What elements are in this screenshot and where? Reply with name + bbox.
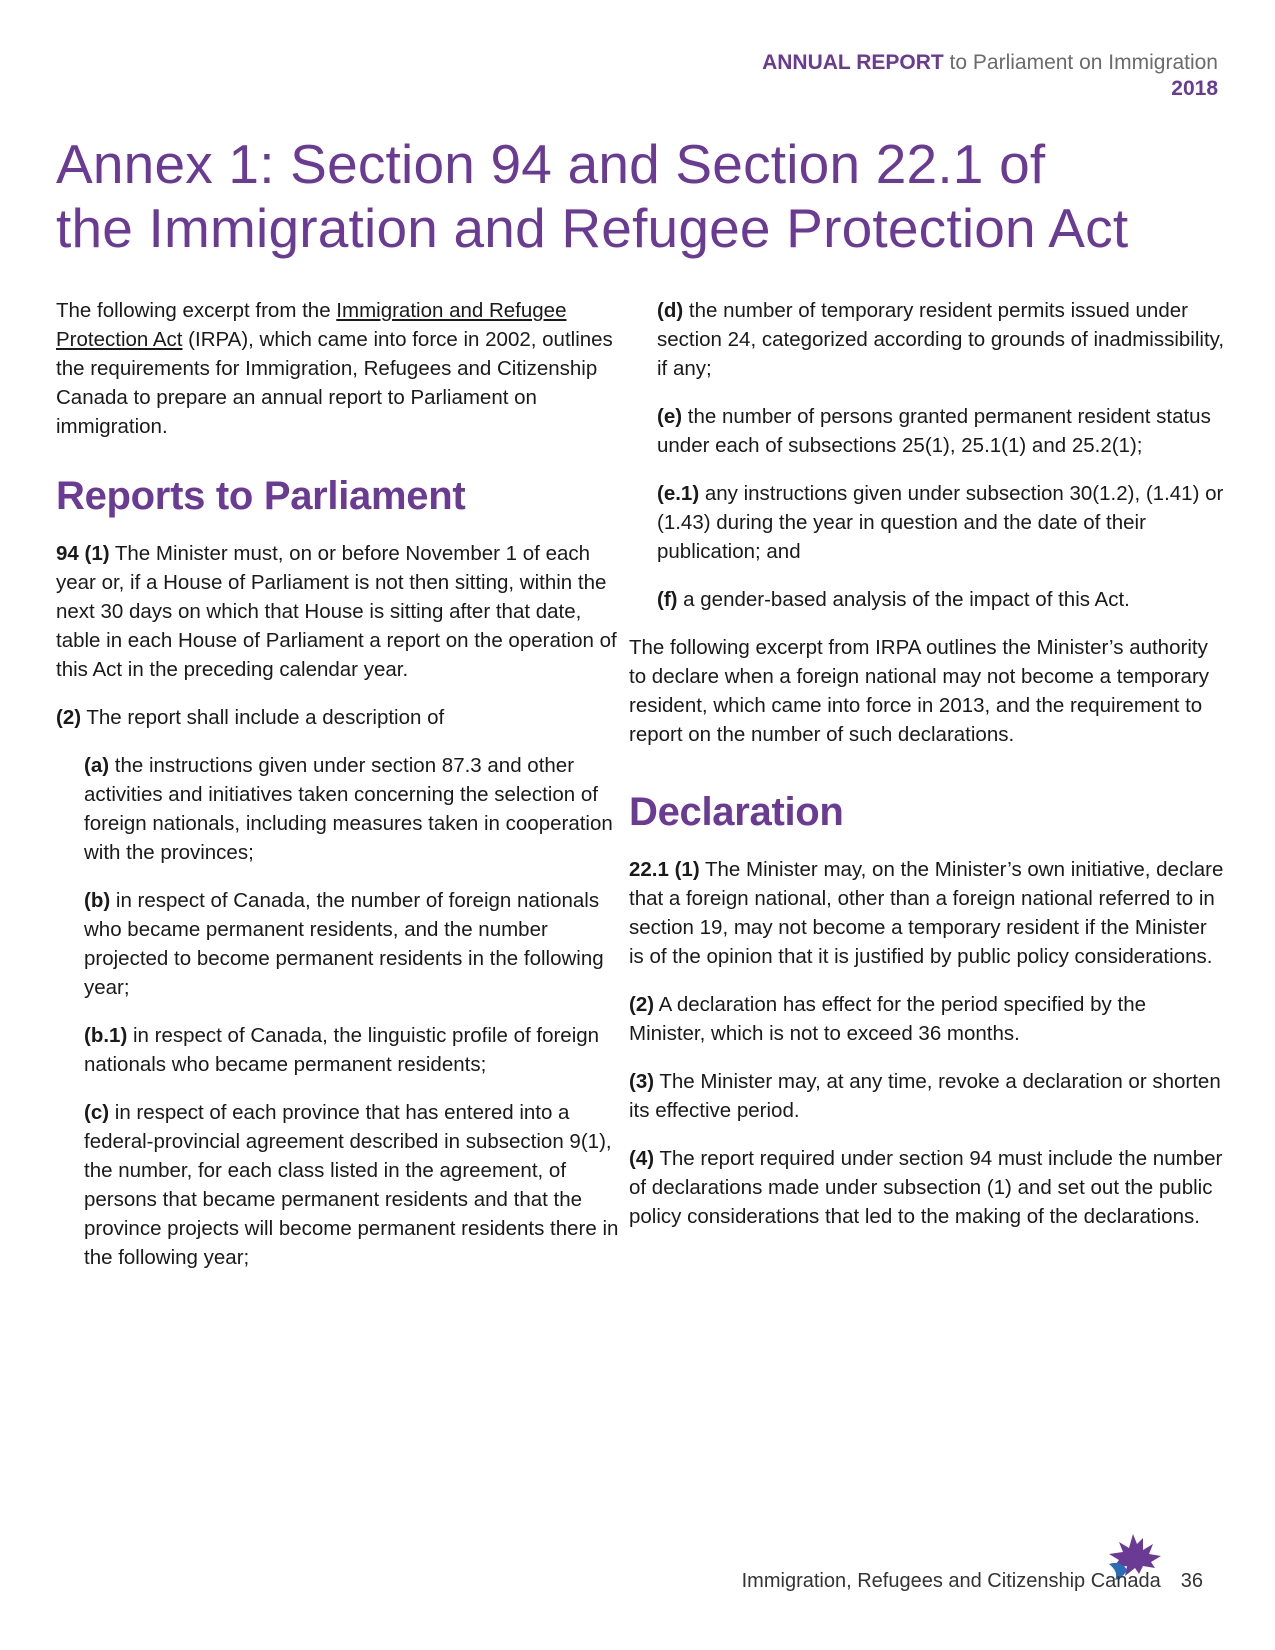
para-label: 94 (1) [56,542,110,565]
section-22-1-4 [629,1144,1227,1231]
section-22-1-2 [629,990,1227,1048]
footer-org: Immigration, Refugees and Citizenship Canada [741,1570,1161,1592]
para-text: The report required under section 94 must include the number of declarations made under subsection (1) and set out the public policy considerations that led to the making of the declarations. [629,1147,1223,1228]
page-title [56,132,1206,260]
item-d [629,296,1227,383]
item-text: the instructions given under section 87.3 and other activities and initiatives taken concerning the selection of foreign nationals, including measures taken in cooperation with the provinces; [84,754,613,864]
section-22-1-1 [629,855,1227,971]
item-label: (a) [84,754,110,777]
para-label: (4) [629,1147,655,1170]
left-column [56,296,626,1291]
para-label: (2) [56,706,82,729]
report-year: 2018 [1171,77,1218,100]
item-label: (b) [84,889,111,912]
page-number: 36 [1180,1570,1203,1592]
para-label: (3) [629,1070,655,1093]
section-22-1-3 [629,1067,1227,1125]
item-text: a gender-based analysis of the impact of this Act. [677,588,1130,611]
item-e [629,402,1227,460]
para-text: The Minister must, on or before November 1 of each year or, if a House of Parliament is not then sitting, within the next 30 days on which that House is sitting after that date, table in each House of Parliament a report on the operation of this Act in the preceding calendar year. [56,542,617,681]
para-text: The Minister may, on the Minister’s own initiative, declare that a foreign national, other than a foreign national referred to in section 19, may not become a temporary resident if the Minister is of the opinion that it is justified by public policy considerations. [629,858,1224,968]
para-text: The report shall include a description of [81,706,445,729]
item-text: the number of persons granted permanent resident status under each of subsections 25(1), 25.1(1) and 25.2(1); [657,405,1211,457]
para-label: 22.1 (1) [629,858,700,881]
item-label: (f) [657,588,678,611]
item-text: in respect of Canada, the linguistic profile of foreign nationals who became permanent residents; [84,1024,600,1076]
section-94-2 [56,703,626,732]
intro-text-after: (IRPA), which came into force in 2002, outlines the requirements for Immigration, Refugees and Citizenship Canada to prepare an annual report to Parliament on immigration. [56,328,613,438]
para-text: The Minister may, at any time, revoke a declaration or shorten its effective period. [629,1070,1221,1122]
page-footer [742,1568,1203,1594]
item-b [56,886,626,1002]
page-title-line-2: the Immigration and Refugee Protection Act [56,197,1129,259]
page-title-line-1: Annex 1: Section 94 and Section 22.1 of [56,133,1046,195]
item-label: (c) [84,1101,110,1124]
item-label: (e.1) [657,482,700,505]
item-a [56,751,626,867]
item-e-1 [629,479,1227,566]
reports-heading: Reports to Parliament [56,474,466,518]
report-title-rest: to Parliament on Immigration [943,51,1218,74]
item-c [56,1098,626,1272]
item-text: the number of temporary resident permits issued under section 24, categorized according to grounds of inadmissibility, if any; [657,299,1225,380]
item-f [629,585,1227,614]
item-text: in respect of each province that has entered into a federal-provincial agreement described in subsection 9(1), the number, for each class listed in the agreement, of persons that became permanent residents and that the province projects will become permanent residents there in the following year; [84,1101,619,1269]
item-text: any instructions given under subsection 30(1.2), (1.41) or (1.43) during the year in question and the date of their publication; and [657,482,1224,563]
para-text: A declaration has effect for the period specified by the Minister, which is not to exceed 36 months. [629,993,1147,1045]
item-label: (b.1) [84,1024,128,1047]
report-title-strong: ANNUAL REPORT [762,51,944,74]
running-header [762,50,1218,102]
declaration-heading: Declaration [629,790,844,834]
intro-text-before: The following excerpt from the [56,299,337,322]
section-94-1 [56,539,626,684]
right-column [629,296,1227,1250]
item-label: (d) [657,299,684,322]
intro-paragraph [56,296,626,441]
irpa-link[interactable]: Immigration and Refugee Protection Act [56,299,567,351]
item-label: (e) [657,405,683,428]
declaration-intro: The following excerpt from IRPA outlines the Minister’s authority to declare when a foreign national may not become a temporary resident, which came into force in 2013, and the requirement to report on the number of such declarations. [629,636,1210,746]
item-text: in respect of Canada, the number of foreign nationals who became permanent residents, and the number projected to become permanent residents in the following year; [84,889,604,999]
para-label: (2) [629,993,655,1016]
item-b-1 [56,1021,626,1079]
